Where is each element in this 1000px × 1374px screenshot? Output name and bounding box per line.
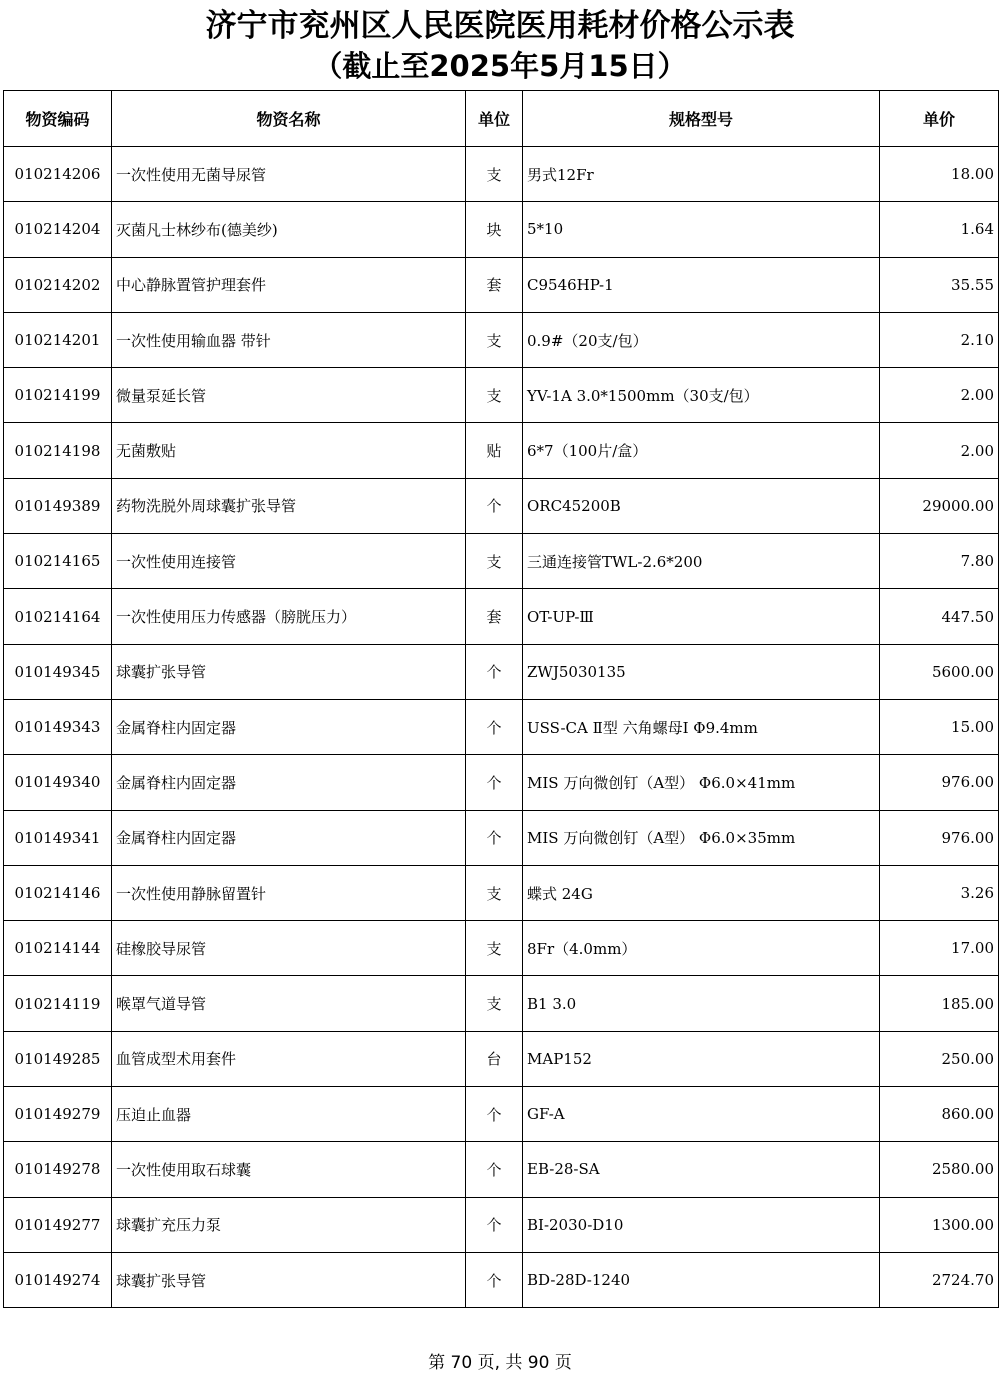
cell-code: 010214201	[4, 312, 112, 367]
table-row	[4, 312, 999, 367]
cell-code: 010214206	[4, 147, 112, 202]
table-row	[4, 368, 999, 423]
cell-name: 一次性使用取石球囊	[112, 1142, 466, 1197]
cell-name: 金属脊柱内固定器	[112, 755, 466, 810]
header-unit: 单位	[466, 91, 523, 147]
cell-code: 010149279	[4, 1087, 112, 1142]
cell-code: 010149345	[4, 644, 112, 699]
cell-code: 010149278	[4, 1142, 112, 1197]
cell-spec: ZWJ5030135	[523, 644, 880, 699]
cell-price: 7.80	[880, 534, 999, 589]
table-row	[4, 699, 999, 754]
cell-code: 010214202	[4, 257, 112, 312]
cell-code: 010149340	[4, 755, 112, 810]
cell-code: 010149389	[4, 478, 112, 533]
cell-unit: 个	[466, 810, 523, 865]
cell-name: 无菌敷贴	[112, 423, 466, 478]
cell-code: 010214144	[4, 921, 112, 976]
cell-price: 2580.00	[880, 1142, 999, 1197]
cell-price: 447.50	[880, 589, 999, 644]
cell-price: 860.00	[880, 1087, 999, 1142]
cell-name: 金属脊柱内固定器	[112, 699, 466, 754]
cell-name: 硅橡胶导尿管	[112, 921, 466, 976]
table-row	[4, 921, 999, 976]
cell-unit: 个	[466, 478, 523, 533]
table-row	[4, 202, 999, 257]
cell-unit: 支	[466, 368, 523, 423]
cell-price: 15.00	[880, 699, 999, 754]
cell-spec: 0.9#（20支/包）	[523, 312, 880, 367]
cell-unit: 套	[466, 257, 523, 312]
cell-code: 010149343	[4, 699, 112, 754]
cell-spec: BD-28D-1240	[523, 1252, 880, 1307]
cell-code: 010214119	[4, 976, 112, 1031]
cell-price: 1.64	[880, 202, 999, 257]
cell-spec: 蝶式 24G	[523, 865, 880, 920]
cell-code: 010149274	[4, 1252, 112, 1307]
cell-code: 010214165	[4, 534, 112, 589]
cell-spec: 5*10	[523, 202, 880, 257]
header-name: 物资名称	[112, 91, 466, 147]
page-subtitle-date: （截止至2025年5月15日）	[313, 49, 687, 83]
cell-unit: 支	[466, 865, 523, 920]
table-row	[4, 1031, 999, 1086]
cell-name: 一次性使用压力传感器（膀胱压力）	[112, 589, 466, 644]
cell-unit: 贴	[466, 423, 523, 478]
cell-price: 3.26	[880, 865, 999, 920]
header-code: 物资编码	[4, 91, 112, 147]
cell-spec: MAP152	[523, 1031, 880, 1086]
cell-spec: USS-CA Ⅱ型 六角螺母Ⅰ Φ9.4mm	[523, 699, 880, 754]
cell-unit: 个	[466, 644, 523, 699]
cell-unit: 支	[466, 312, 523, 367]
cell-name: 微量泵延长管	[112, 368, 466, 423]
table-row	[4, 534, 999, 589]
table-row	[4, 976, 999, 1031]
cell-price: 17.00	[880, 921, 999, 976]
cell-name: 一次性使用连接管	[112, 534, 466, 589]
price-table	[3, 90, 999, 1308]
cell-spec: EB-28-SA	[523, 1142, 880, 1197]
cell-code: 010149277	[4, 1197, 112, 1252]
cell-name: 压迫止血器	[112, 1087, 466, 1142]
cell-unit: 个	[466, 1252, 523, 1307]
cell-code: 010149285	[4, 1031, 112, 1086]
cell-unit: 支	[466, 976, 523, 1031]
cell-unit: 个	[466, 1197, 523, 1252]
table-row	[4, 1142, 999, 1197]
cell-code: 010214199	[4, 368, 112, 423]
cell-unit: 台	[466, 1031, 523, 1086]
cell-spec: 男式12Fr	[523, 147, 880, 202]
cell-price: 2.00	[880, 423, 999, 478]
cell-unit: 支	[466, 534, 523, 589]
table-row	[4, 810, 999, 865]
cell-spec: OT-UP-Ⅲ	[523, 589, 880, 644]
cell-name: 血管成型术用套件	[112, 1031, 466, 1086]
cell-name: 一次性使用静脉留置针	[112, 865, 466, 920]
cell-price: 976.00	[880, 810, 999, 865]
cell-price: 2.00	[880, 368, 999, 423]
page-title: 济宁市兖州区人民医院医用耗材价格公示表	[205, 8, 795, 44]
cell-price: 29000.00	[880, 478, 999, 533]
cell-price: 1300.00	[880, 1197, 999, 1252]
cell-spec: MIS 万向微创钉（A型） Φ6.0×35mm	[523, 810, 880, 865]
cell-price: 5600.00	[880, 644, 999, 699]
cell-price: 18.00	[880, 147, 999, 202]
cell-name: 球囊扩张导管	[112, 1252, 466, 1307]
page-number: 第 70 页, 共 90 页	[428, 1353, 572, 1373]
cell-name: 喉罩气道导管	[112, 976, 466, 1031]
cell-spec: ORC45200B	[523, 478, 880, 533]
cell-spec: 三通连接管TWL-2.6*200	[523, 534, 880, 589]
cell-code: 010214164	[4, 589, 112, 644]
cell-unit: 支	[466, 147, 523, 202]
cell-name: 金属脊柱内固定器	[112, 810, 466, 865]
cell-name: 中心静脉置管护理套件	[112, 257, 466, 312]
cell-code: 010149341	[4, 810, 112, 865]
cell-code: 010214146	[4, 865, 112, 920]
table-row	[4, 1087, 999, 1142]
table-header-row	[4, 91, 999, 147]
cell-name: 一次性使用输血器 带针	[112, 312, 466, 367]
cell-spec: 6*7（100片/盒）	[523, 423, 880, 478]
cell-price: 2.10	[880, 312, 999, 367]
cell-name: 球囊扩充压力泵	[112, 1197, 466, 1252]
cell-price: 250.00	[880, 1031, 999, 1086]
table-row	[4, 755, 999, 810]
cell-spec: C9546HP-1	[523, 257, 880, 312]
cell-unit: 块	[466, 202, 523, 257]
cell-price: 2724.70	[880, 1252, 999, 1307]
cell-code: 010214198	[4, 423, 112, 478]
table-row	[4, 1252, 999, 1307]
cell-name: 一次性使用无菌导尿管	[112, 147, 466, 202]
cell-unit: 个	[466, 1142, 523, 1197]
cell-spec: B1 3.0	[523, 976, 880, 1031]
table-row	[4, 644, 999, 699]
cell-name: 药物洗脱外周球囊扩张导管	[112, 478, 466, 533]
cell-unit: 个	[466, 1087, 523, 1142]
cell-unit: 个	[466, 755, 523, 810]
cell-unit: 个	[466, 699, 523, 754]
header-spec: 规格型号	[523, 91, 880, 147]
cell-price: 185.00	[880, 976, 999, 1031]
table-row	[4, 423, 999, 478]
cell-price: 35.55	[880, 257, 999, 312]
table-row	[4, 589, 999, 644]
cell-name: 球囊扩张导管	[112, 644, 466, 699]
cell-unit: 套	[466, 589, 523, 644]
table-row	[4, 865, 999, 920]
table-row	[4, 478, 999, 533]
cell-price: 976.00	[880, 755, 999, 810]
cell-spec: 8Fr（4.0mm）	[523, 921, 880, 976]
cell-spec: MIS 万向微创钉（A型） Φ6.0×41mm	[523, 755, 880, 810]
cell-name: 灭菌凡士林纱布(德美纱)	[112, 202, 466, 257]
header-price: 单价	[880, 91, 999, 147]
table-row	[4, 1197, 999, 1252]
cell-code: 010214204	[4, 202, 112, 257]
cell-spec: YV-1A 3.0*1500mm（30支/包）	[523, 368, 880, 423]
cell-unit: 支	[466, 921, 523, 976]
table-row	[4, 257, 999, 312]
cell-spec: GF-A	[523, 1087, 880, 1142]
table-row	[4, 147, 999, 202]
cell-spec: BI-2030-D10	[523, 1197, 880, 1252]
